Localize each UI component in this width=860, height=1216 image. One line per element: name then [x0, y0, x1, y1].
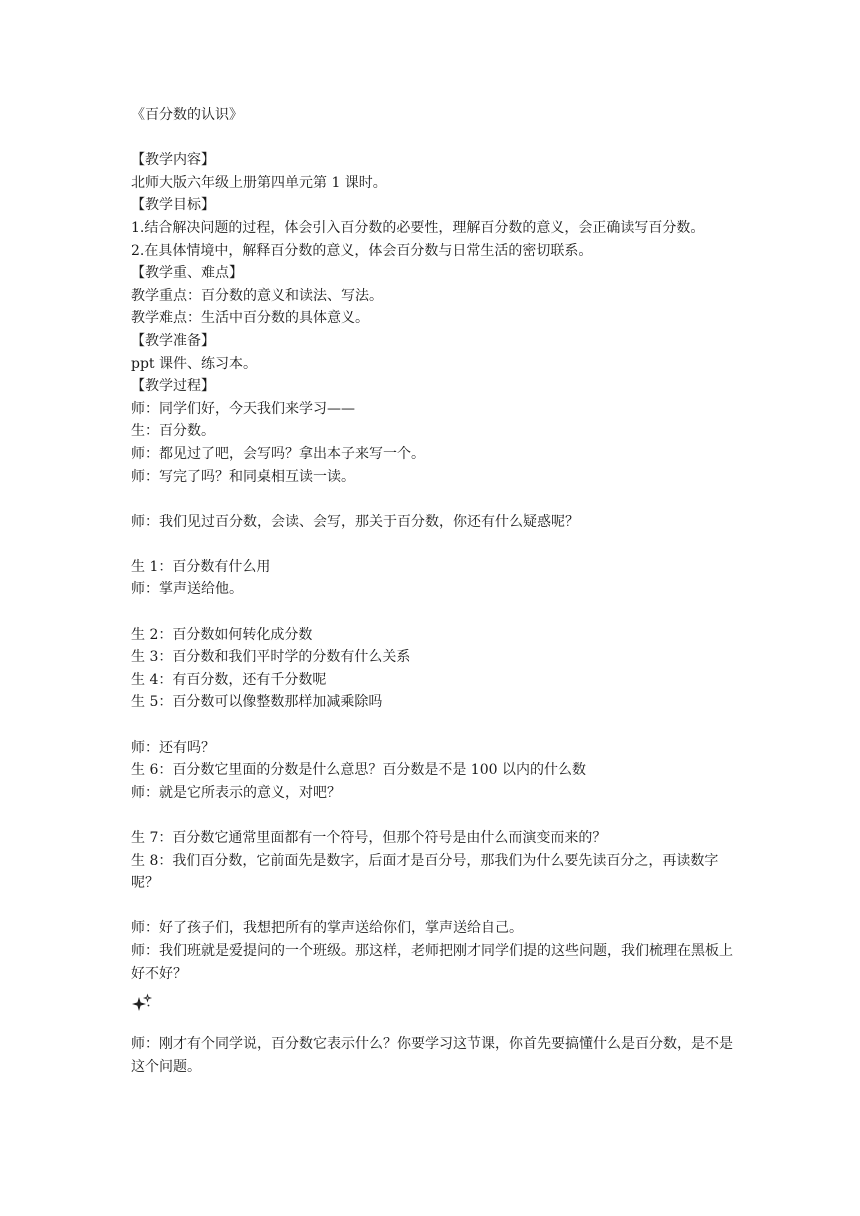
dialogue-line: 师：刚才有个同学说，百分数它表示什么？你要学习这节课，你首先要搞懂什么是百分数，是不是这个问题。 [131, 1036, 733, 1075]
section-heading-goals: 【教学目标】 [131, 197, 215, 214]
dialogue-line: 师：都见过了吧，会写吗？拿出本子来写一个。 [131, 445, 425, 462]
goal-item-2: 2.在具体情境中，解释百分数的意义，体会百分数与日常生活的密切联系。 [131, 242, 593, 259]
dialogue-line: 生 2：百分数如何转化成分数 [131, 626, 313, 643]
spacer [131, 127, 741, 150]
dialogue-line: 师：写完了吗？和同桌相互读一读。 [131, 468, 355, 485]
section-heading-process: 【教学过程】 [131, 378, 215, 395]
section-heading-preparation: 【教学准备】 [131, 332, 215, 349]
dialogue-line: 生 3：百分数和我们平时学的分数有什么关系 [131, 649, 411, 666]
dialogue-line: 生 8：我们百分数，它前面先是数字，后面才是百分号，那我们为什么要先读百分之，再读数字呢？ [131, 852, 719, 892]
dialogue-line: 生 5：百分数可以像整数那样加减乘除吗 [131, 694, 383, 711]
preparation-text: ppt 课件、练习本。 [131, 355, 257, 372]
dialogue-line: 师：我们见过百分数，会读、会写，那关于百分数，你还有什么疑惑呢？ [131, 513, 579, 530]
sparkle-row [131, 985, 741, 1033]
dialogue-line: 生 4：有百分数，还有千分数呢 [131, 671, 327, 688]
document-body [131, 104, 741, 1078]
goal-item-1: 1.结合解决问题的过程，体会引入百分数的必要性，理解百分数的意义，会正确读写百分数。 [131, 219, 705, 236]
sparkle-icon [131, 993, 153, 1015]
key-point: 教学重点：百分数的意义和读法、写法。 [131, 287, 383, 304]
dialogue-line: 师：我们班就是爱提问的一个班级。那这样，老师把刚才同学们提的这些问题，我们梳理在黑板上好不好？ [131, 942, 733, 982]
spacer [131, 488, 741, 511]
dialogue-line: 师：好了孩子们，我想把所有的掌声送给你们，掌声送给自己。 [131, 920, 523, 937]
document-title: 《百分数的认识》 [131, 107, 243, 123]
spacer [131, 895, 741, 918]
dialogue-line: 生：百分数。 [131, 423, 215, 440]
spacer [131, 533, 741, 556]
dialogue-line: 生 1：百分数有什么用 [131, 558, 271, 575]
content-text: 北师大版六年级上册第四单元第 1 课时。 [131, 174, 387, 191]
section-heading-content: 【教学内容】 [131, 152, 215, 169]
section-heading-key-points: 【教学重、难点】 [131, 265, 243, 282]
dialogue-line: 生 7：百分数它通常里面都有一个符号，但那个符号是由什么而演变而来的？ [131, 830, 607, 846]
dialogue-line: 师：同学们好，今天我们来学习—— [131, 400, 355, 417]
dialogue-line: 师：就是它所表示的意义，对吧？ [131, 784, 341, 801]
spacer [131, 804, 741, 827]
spacer [131, 714, 741, 737]
difficult-point: 教学难点：生活中百分数的具体意义。 [131, 310, 369, 327]
dialogue-line: 师：掌声送给他。 [131, 581, 243, 598]
dialogue-line: 师：还有吗？ [131, 739, 215, 756]
spacer [131, 601, 741, 624]
dialogue-line: 生 6：百分数它里面的分数是什么意思？百分数是不是 100 以内的什么数 [131, 762, 586, 779]
